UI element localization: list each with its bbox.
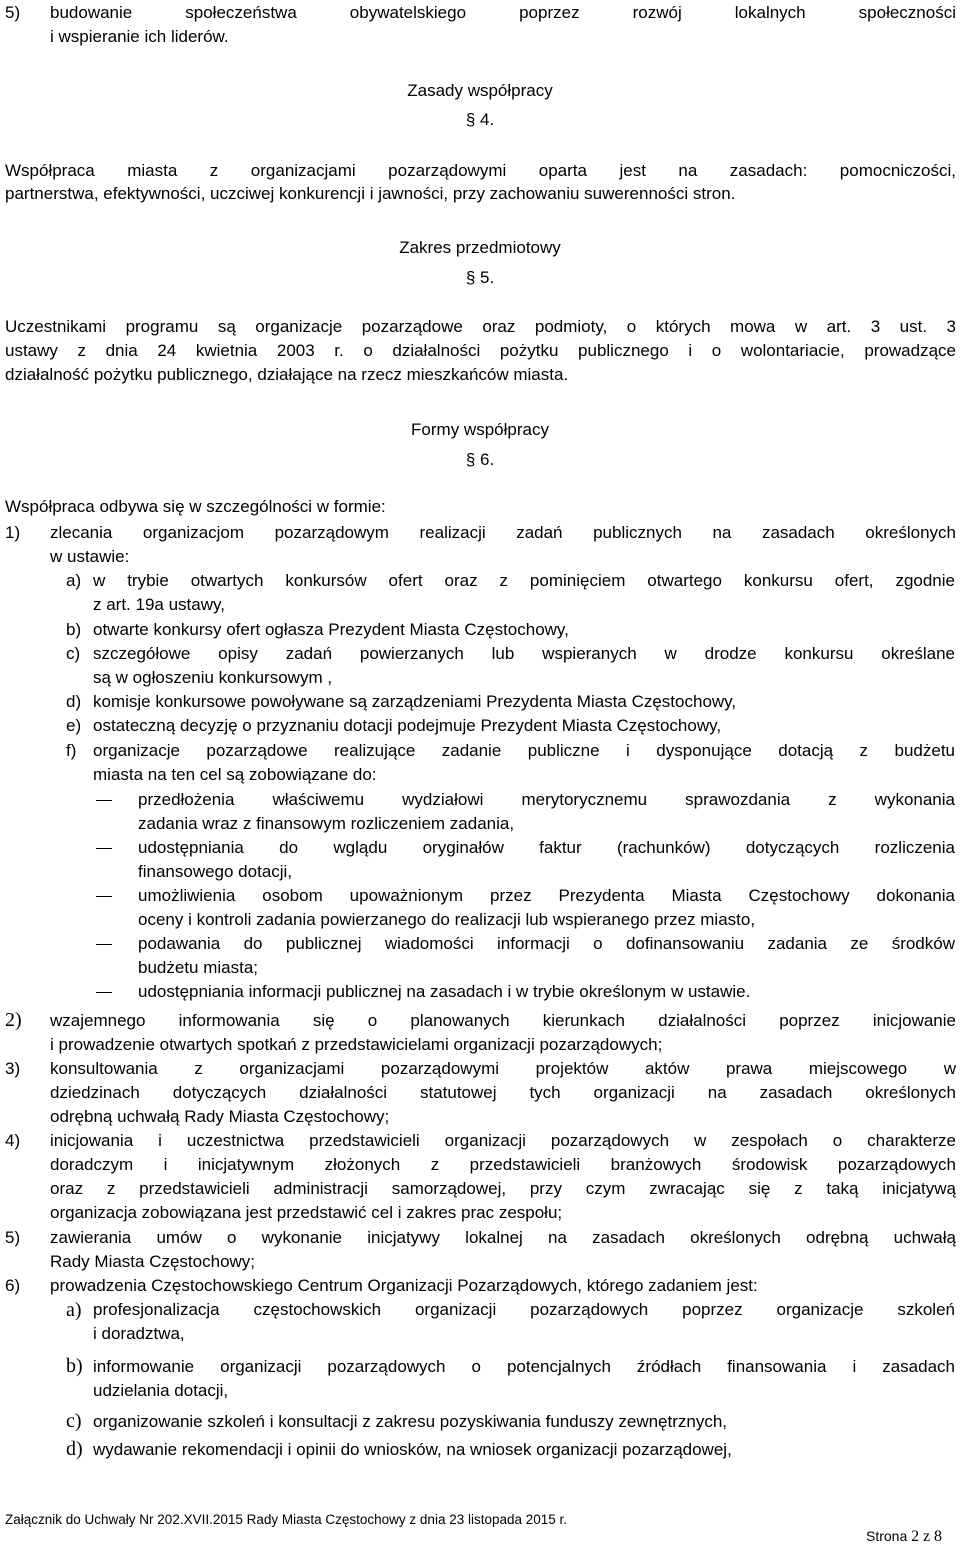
page-current: 2 [911, 1528, 920, 1545]
list-number: 6) [5, 1276, 21, 1295]
list-item-text: oraz z przedstawicieli administracji samorządowej, przy czym zwracając się z taką inicjatywą [50, 1179, 956, 1198]
sublist-text: organizacje pozarządowe realizujące zadanie publiczne i dysponujące dotacją z budżetu [93, 741, 955, 760]
paragraph-number: § 5. [465, 268, 495, 287]
list-number: 3) [5, 1059, 21, 1078]
sublist-text: komisje konkursowe powoływane są zarządzeniami Prezydenta Miasta Częstochowy, [93, 692, 737, 711]
sublist-letter: f) [66, 741, 77, 760]
sublist-text: udzielania dotacji, [93, 1381, 229, 1400]
dash-item-text: udostępniania informacji publicznej na zasadach i w trybie określonym w ustawie. [138, 982, 751, 1001]
sublist-letter: d) [66, 1438, 83, 1460]
paragraph-text: Współpraca miasta z organizacjami pozarządowymi oparta jest na zasadach: pomocniczości, [5, 161, 956, 180]
dash-item-text: podawania do publicznej wiadomości informacji o dofinansowaniu zadania ze środków [138, 934, 955, 953]
dash-bullet-icon [96, 992, 112, 993]
dash-item-text: zadania wraz z finansowym rozliczeniem zadania, [138, 814, 515, 833]
list-item-text: wzajemnego informowania się o planowanych kierunkach działalności poprzez inicjowanie [50, 1011, 956, 1030]
list-item-text: i prowadzenie otwartych spotkań z przedstawicielami organizacji pozarządowych; [50, 1035, 663, 1054]
paragraph-number: § 6. [465, 450, 495, 469]
list-item-text: konsultowania z organizacjami pozarządowymi projektów aktów prawa miejscowego w [50, 1059, 956, 1078]
sublist-text: w trybie otwartych konkursów ofert oraz z pominięciem otwartego konkursu ofert, zgodnie [93, 571, 955, 590]
sublist-text: szczegółowe opisy zadań powierzanych lub wspieranych w drodze konkursu określane [93, 644, 955, 663]
sublist-text: informowanie organizacji pozarządowych o potencjalnych źródłach finansowania i zasadach [93, 1357, 955, 1376]
list-number: 2) [5, 1009, 22, 1031]
paragraph-text: ustawy z dnia 24 kwietnia 2003 r. o działalności pożytku publicznego i o wolontariacie, prowadzące [5, 341, 956, 360]
sublist-letter: c) [66, 644, 81, 663]
list-item-text: odrębną uchwałą Rady Miasta Częstochowy; [50, 1107, 390, 1126]
dash-bullet-icon [96, 896, 112, 897]
sublist-letter: b) [66, 620, 82, 639]
page-total: 8 [934, 1528, 943, 1545]
paragraph-number: § 4. [465, 110, 495, 129]
list-number: 4) [5, 1131, 21, 1150]
paragraph-text: Współpraca odbywa się w szczególności w formie: [5, 497, 386, 516]
list-item-text: organizacja zobowiązana jest przedstawić cel i zakres prac zespołu; [50, 1203, 563, 1222]
document-footer: Załącznik do Uchwały Nr 202.XVII.2015 Rady Miasta Częstochowy z dnia 23 listopada 2015 r. [5, 1512, 568, 1527]
dash-item-text: oceny i kontroli zadania powierzanego do realizacji lub wspieranego przez miasto, [138, 910, 756, 929]
list-item-text: i wspieranie ich liderów. [50, 27, 229, 46]
dash-item-text: budżetu miasta; [138, 958, 259, 977]
dash-bullet-icon [96, 800, 112, 801]
list-number: 1) [5, 523, 21, 542]
dash-item-text: finansowego dotacji, [138, 862, 293, 881]
paragraph-text: działalność pożytku publicznego, działające na rzecz mieszkańców miasta. [5, 365, 569, 384]
paragraph-text: Uczestnikami programu są organizacje pozarządowe oraz podmioty, o których mowa w art. 3 ust. 3 [5, 317, 956, 336]
sublist-text: miasta na ten cel są zobowiązane do: [93, 765, 377, 784]
sublist-letter: a) [66, 571, 82, 590]
sublist-text: są w ogłoszeniu konkursowym , [93, 668, 333, 687]
list-item-text: w ustawie: [50, 547, 130, 566]
list-item-text: dziedzinach dotyczących działalności statutowej tych organizacji na zasadach określonych [50, 1083, 956, 1102]
sublist-text: z art. 19a ustawy, [93, 595, 225, 614]
list-item-text: Rady Miasta Częstochowy; [50, 1252, 256, 1271]
dash-item-text: udostępniania do wglądu oryginałów faktur (rachunków) dotyczących rozliczenia [138, 838, 955, 857]
list-item-text: zawierania umów o wykonanie inicjatywy lokalnej na zasadach określonych odrębną uchwałą [50, 1228, 956, 1247]
section-heading: Zasady współpracy [407, 81, 553, 100]
list-item-text: doradczym i inicjatywnym złożonych z przedstawicieli branżowych środowisk pozarządowych [50, 1155, 956, 1174]
page-separator: z [923, 1528, 931, 1545]
list-item-text: zlecania organizacjom pozarządowym realizacji zadań publicznych na zasadach określonych [50, 523, 956, 542]
list-number: 5) [5, 1228, 21, 1247]
sublist-text: ostateczną decyzję o przyznaniu dotacji podejmuje Prezydent Miasta Częstochowy, [93, 716, 722, 735]
sublist-text: wydawanie rekomendacji i opinii do wniosków, na wniosek organizacji pozarządowej, [93, 1440, 732, 1459]
paragraph-text: partnerstwa, efektywności, uczciwej konkurencji i jawności, przy zachowaniu suwerenności stron. [5, 184, 736, 203]
list-item-text: budowanie społeczeństwa obywatelskiego poprzez rozwój lokalnych społeczności [50, 3, 956, 22]
list-number: 5) [5, 3, 21, 22]
page-word: Strona [866, 1528, 908, 1544]
sublist-text: otwarte konkursy ofert ogłasza Prezydent Miasta Częstochowy, [93, 620, 569, 639]
section-heading: Zakres przedmiotowy [399, 238, 561, 257]
sublist-letter: b) [66, 1355, 83, 1377]
sublist-letter: e) [66, 716, 82, 735]
sublist-text: i doradztwa, [93, 1324, 185, 1343]
list-item-text: prowadzenia Częstochowskiego Centrum Organizacji Pozarządowych, którego zadaniem jest: [50, 1276, 758, 1295]
dash-item-text: umożliwienia osobom upoważnionym przez Prezydenta Miasta Częstochowy dokonania [138, 886, 955, 905]
sublist-letter: d) [66, 692, 82, 711]
section-heading: Formy współpracy [411, 420, 549, 439]
dash-bullet-icon [96, 848, 112, 849]
list-item-text: inicjowania i uczestnictwa przedstawicieli organizacji pozarządowych w zespołach o charakterze [50, 1131, 956, 1150]
sublist-letter: a) [66, 1299, 82, 1321]
dash-bullet-icon [96, 944, 112, 945]
sublist-text: profesjonalizacja częstochowskich organizacji pozarządowych poprzez organizacje szkoleń [93, 1300, 955, 1319]
sublist-letter: c) [66, 1410, 82, 1432]
dash-item-text: przedłożenia właściwemu wydziałowi merytorycznemu sprawozdania z wykonania [138, 790, 955, 809]
sublist-text: organizowanie szkoleń i konsultacji z zakresu pozyskiwania funduszy zewnętrznych, [93, 1412, 728, 1431]
